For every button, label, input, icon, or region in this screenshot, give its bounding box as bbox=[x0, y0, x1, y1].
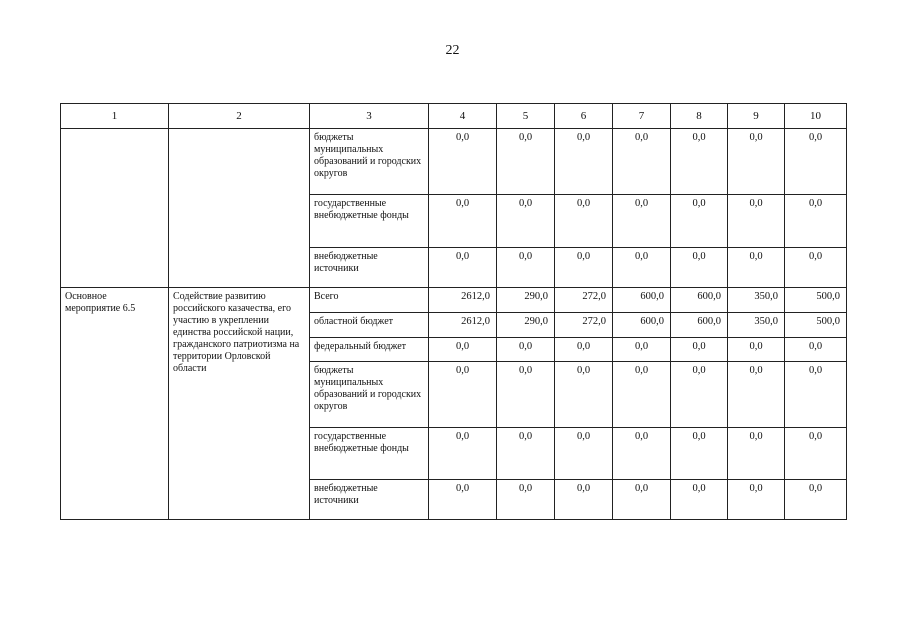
value-cell: 0,0 bbox=[728, 480, 785, 520]
value-cell: 0,0 bbox=[671, 428, 728, 480]
header-row bbox=[61, 104, 847, 129]
source-cell: внебюджетные источники bbox=[310, 248, 429, 288]
source-cell: бюджеты муниципальных образований и городских округов bbox=[310, 129, 429, 195]
source-cell: бюджеты муниципальных образований и городских округов bbox=[310, 362, 429, 428]
value-cell: 0,0 bbox=[785, 195, 847, 248]
header-cell: 7 bbox=[613, 104, 671, 129]
header-cell: 3 bbox=[310, 104, 429, 129]
value-cell: 600,0 bbox=[613, 288, 671, 313]
value-cell: 0,0 bbox=[785, 480, 847, 520]
event-cell bbox=[61, 129, 169, 288]
header-cell: 8 bbox=[671, 104, 728, 129]
value-cell: 0,0 bbox=[555, 338, 613, 362]
value-cell: 0,0 bbox=[613, 428, 671, 480]
source-cell: государственные внебюджетные фонды bbox=[310, 428, 429, 480]
value-cell: 0,0 bbox=[728, 338, 785, 362]
value-cell: 272,0 bbox=[555, 288, 613, 313]
value-cell: 0,0 bbox=[497, 129, 555, 195]
value-cell: 500,0 bbox=[785, 313, 847, 338]
header-cell: 1 bbox=[61, 104, 169, 129]
header-cell: 6 bbox=[555, 104, 613, 129]
value-cell: 0,0 bbox=[497, 480, 555, 520]
source-cell: государственные внебюджетные фонды bbox=[310, 195, 429, 248]
value-cell: 290,0 bbox=[497, 288, 555, 313]
value-cell: 600,0 bbox=[613, 313, 671, 338]
header-cell: 5 bbox=[497, 104, 555, 129]
value-cell: 0,0 bbox=[613, 338, 671, 362]
table-row bbox=[61, 129, 847, 195]
source-cell: федеральный бюджет bbox=[310, 338, 429, 362]
value-cell: 0,0 bbox=[555, 428, 613, 480]
value-cell: 272,0 bbox=[555, 313, 613, 338]
budget-table bbox=[60, 103, 847, 520]
value-cell: 0,0 bbox=[429, 129, 497, 195]
value-cell: 0,0 bbox=[785, 362, 847, 428]
value-cell: 0,0 bbox=[671, 362, 728, 428]
value-cell: 0,0 bbox=[613, 129, 671, 195]
value-cell: 0,0 bbox=[497, 428, 555, 480]
value-cell: 0,0 bbox=[613, 195, 671, 248]
value-cell: 290,0 bbox=[497, 313, 555, 338]
header-cell: 2 bbox=[169, 104, 310, 129]
event-title-cell: Основное мероприятие 6.5 bbox=[61, 288, 169, 520]
header-cell: 10 bbox=[785, 104, 847, 129]
value-cell: 0,0 bbox=[785, 428, 847, 480]
table-row bbox=[61, 288, 847, 313]
value-cell: 0,0 bbox=[671, 338, 728, 362]
header-cell: 4 bbox=[429, 104, 497, 129]
value-cell: 0,0 bbox=[497, 338, 555, 362]
value-cell: 350,0 bbox=[728, 313, 785, 338]
value-cell: 0,0 bbox=[429, 195, 497, 248]
source-cell: областной бюджет bbox=[310, 313, 429, 338]
value-cell: 0,0 bbox=[555, 362, 613, 428]
value-cell: 0,0 bbox=[728, 362, 785, 428]
value-cell: 0,0 bbox=[671, 129, 728, 195]
value-cell: 0,0 bbox=[671, 195, 728, 248]
value-cell: 0,0 bbox=[429, 338, 497, 362]
value-cell: 0,0 bbox=[497, 248, 555, 288]
description-cell bbox=[169, 129, 310, 288]
value-cell: 0,0 bbox=[429, 428, 497, 480]
value-cell: 0,0 bbox=[728, 129, 785, 195]
value-cell: 0,0 bbox=[555, 195, 613, 248]
value-cell: 0,0 bbox=[785, 129, 847, 195]
value-cell: 0,0 bbox=[671, 480, 728, 520]
value-cell: 0,0 bbox=[497, 362, 555, 428]
page-number: 22 bbox=[445, 43, 460, 58]
value-cell: 2612,0 bbox=[429, 288, 497, 313]
value-cell: 0,0 bbox=[728, 248, 785, 288]
value-cell: 350,0 bbox=[728, 288, 785, 313]
value-cell: 0,0 bbox=[555, 129, 613, 195]
value-cell: 0,0 bbox=[613, 362, 671, 428]
value-cell: 0,0 bbox=[785, 248, 847, 288]
source-cell: внебюджетные источники bbox=[310, 480, 429, 520]
value-cell: 0,0 bbox=[429, 248, 497, 288]
value-cell: 500,0 bbox=[785, 288, 847, 313]
value-cell: 0,0 bbox=[429, 362, 497, 428]
value-cell: 0,0 bbox=[671, 248, 728, 288]
value-cell: 0,0 bbox=[785, 338, 847, 362]
value-cell: 0,0 bbox=[728, 195, 785, 248]
event-description-cell: Содействие развитию российского казачества, его участию в укреплении единства российской нации, гражданского патриотизма на территории Орловской области bbox=[169, 288, 310, 520]
value-cell: 0,0 bbox=[555, 480, 613, 520]
header-cell: 9 bbox=[728, 104, 785, 129]
value-cell: 600,0 bbox=[671, 313, 728, 338]
value-cell: 0,0 bbox=[728, 428, 785, 480]
source-cell: Всего bbox=[310, 288, 429, 313]
value-cell: 0,0 bbox=[613, 480, 671, 520]
value-cell: 0,0 bbox=[497, 195, 555, 248]
value-cell: 600,0 bbox=[671, 288, 728, 313]
value-cell: 0,0 bbox=[429, 480, 497, 520]
value-cell: 0,0 bbox=[555, 248, 613, 288]
value-cell: 0,0 bbox=[613, 248, 671, 288]
value-cell: 2612,0 bbox=[429, 313, 497, 338]
